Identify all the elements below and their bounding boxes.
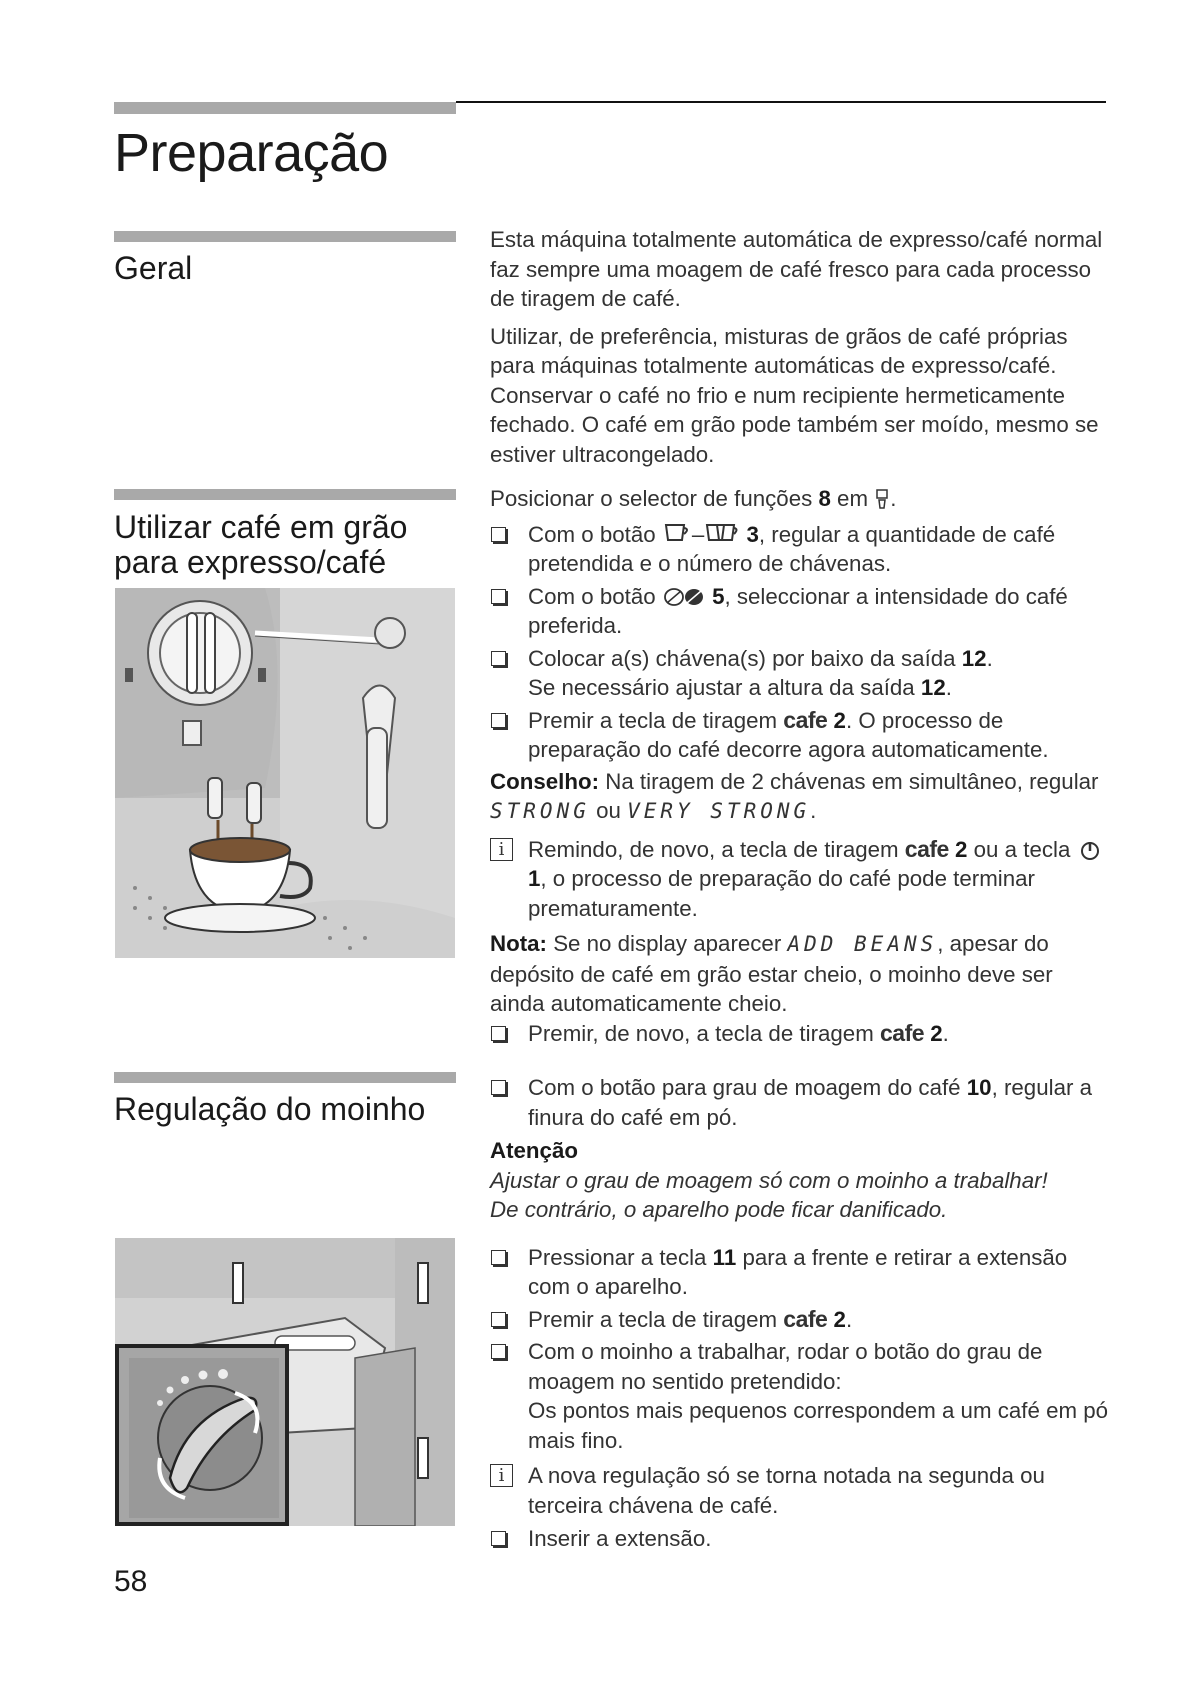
checkbox-icon [491,1250,506,1265]
lcd-very-strong: VERY STRONG [627,799,811,823]
dash-symbol: – [691,521,705,547]
info-note-regulation [490,1461,1110,1520]
page-title: Preparação [114,123,389,183]
beans-bullet-quantity-number: 3 [746,521,759,547]
checkbox-icon [491,713,506,728]
bean-selector-icon [874,488,890,510]
checkbox-icon [491,1531,506,1546]
single-cup-icon [662,522,692,546]
power-button-icon [1077,839,1103,861]
section-heading-grinder: Regulação do moinho [114,1091,426,1127]
double-cup-icon [704,522,740,546]
beans-bullet-strength [490,582,1110,641]
coffee-machine-illustration [115,588,455,958]
beans-bullet-quantity [490,520,1110,579]
beans-intro-period: . [890,486,897,511]
coffee-machine-drawing [115,588,455,958]
section-rule-general [114,231,456,242]
info-regulation-text: A nova regulação só se torna notada na segunda ou terceira chávena de café. [528,1463,1045,1518]
beans-bullet-press-post: . O processo de preparação do café decorre agora automaticamente. [528,707,1049,762]
header-rule-black [456,101,1106,103]
cafe-key-label: cafe [904,835,949,862]
grinder-bullet-turn-knob [490,1337,1110,1455]
grinder-bullet-insert-text: Inserir a extensão. [528,1526,712,1551]
beans-bullet-quantity-pre: Com o botão [528,521,656,547]
period-symbol: . [845,1306,853,1332]
checkbox-icon [491,1080,506,1095]
lcd-add-beans: ADD BEANS [787,932,938,956]
period-symbol: . [810,798,817,823]
beans-bullet-cup-height: Se necessário ajustar a altura da saída [528,675,921,700]
checkbox-icon [491,1312,506,1327]
beans-bullet-cup-text: Colocar a(s) chávena(s) por baixo da saída [528,645,962,671]
section-heading-general: Geral [114,250,193,286]
grinder-bullet-remove-post: para a frente e retirar a extensão com o aparelho. [528,1244,1068,1299]
grinder-bullet-remove-pre: Pressionar a tecla [528,1244,713,1270]
info-icon: i [490,1464,513,1487]
cafe-key-label: cafe [783,1305,828,1332]
grinder-text [490,1073,1110,1554]
grinder-bullet-knob-post: , regular a finura do café em pó. [528,1075,1092,1130]
cafe-key-number: 2 [833,707,846,733]
beans-intro-em: em [830,486,869,511]
outlet-number-2: 12 [920,675,946,700]
grinder-bullet-turn-text: Com o moinho a trabalhar, rodar o botão do grau de moagem no sentido pretendido: [528,1339,1043,1394]
attention-label: Atenção [490,1138,578,1163]
note-pre: Se no display aparecer [553,931,782,956]
period-symbol: . [945,675,952,700]
cafe-key-number: 2 [833,1306,846,1332]
info-cancel-pre: Remindo, de novo, a tecla de tiragem [528,836,899,862]
grinder-key-number: 11 [712,1244,737,1270]
general-text [490,225,1110,469]
beans-bullet-strength-post: , seleccionar a intensidade do café preferida. [528,583,1068,638]
header-rule-grey [114,102,456,114]
attention-text-2: De contrário, o aparelho pode ficar danificado. [490,1197,948,1222]
beans-bullet-again-pre: Premir, de novo, a tecla de tiragem [528,1020,874,1046]
cafe-key-label: cafe [879,1019,925,1046]
tip-label: Conselho: [490,768,600,794]
grinder-knob-number: 10 [966,1075,992,1100]
grinder-bullet-insert-extension [490,1524,1110,1554]
lcd-strong: STRONG [490,799,590,823]
cafe-key-number: 2 [930,1020,943,1046]
grinder-drawing [115,1238,455,1526]
tip-or: ou [596,798,621,823]
info-cancel-post: , o processo de preparação do café pode terminar prematuramente. [528,866,1035,921]
note-label: Nota: [490,931,547,956]
general-paragraph-1: Esta máquina totalmente automática de expresso/café normal faz sempre uma moagem de café fresco para cada processo de tiragem de café. [490,227,1103,311]
grinder-bullet-remove-extension [490,1243,1110,1302]
beans-bullet-quantity-post: , regular a quantidade de café pretendida e o número de chávenas. [528,521,1056,576]
checkbox-icon [491,651,506,666]
section-rule-beans [114,489,456,500]
info-note-cancel [490,835,1110,924]
period-symbol: . [942,1020,949,1046]
beans-intro-text: Posicionar o selector de funções [490,486,819,511]
tip-text: Na tiragem de 2 chávenas em simultâneo, regular [605,768,1099,794]
beans-intro-number: 8 [818,486,831,511]
period-symbol: . [986,645,993,671]
beans-bullet-strength-number: 5 [712,583,725,609]
cafe-key-number: 2 [955,836,968,862]
power-key-number: 1 [528,866,541,891]
grinder-bullet-press-pre: Premir a tecla de tiragem [528,1306,778,1332]
beans-intro [490,484,1110,514]
section-rule-grinder [114,1072,456,1083]
note-post: , apesar do depósito de café em grão estar cheio, o moinho deve ser ainda automaticamente cheio. [490,931,1053,1016]
beans-text [490,484,1110,1048]
beans-bullet-strength-pre: Com o botão [528,583,656,609]
beans-bullet-press-pre: Premir a tecla de tiragem [528,707,778,733]
coffee-strength-icon [662,586,706,608]
checkbox-icon [491,589,506,604]
beans-bullet-press-cafe [490,706,1110,765]
grinder-bullet-knob [490,1073,1110,1132]
outlet-number: 12 [961,645,987,671]
general-paragraph-2: Utilizar, de preferência, misturas de grãos de café próprias para máquinas totalmente automáticas de expresso/café. Conservar o café no frio e num recipiente hermeticamente fechado. O café em grão pode também ser moído, mesmo se estiver ultracongelado. [490,323,1099,467]
grinder-bullet-knob-pre: Com o botão para grau de moagem do café [528,1075,967,1100]
attention-text-1: Ajustar o grau de moagem só com o moinho a trabalhar! [490,1167,1048,1193]
info-cancel-mid: ou a tecla [973,836,1071,862]
checkbox-icon [491,527,506,542]
grinder-bullet-press-cafe [490,1305,1110,1335]
checkbox-icon [491,1026,506,1041]
grinder-illustration [115,1238,455,1526]
grinder-bullet-turn-note: Os pontos mais pequenos correspondem a um café em pó mais fino. [528,1398,1109,1453]
page-number: 58 [114,1565,148,1598]
beans-bullet-cup-position [490,644,1110,703]
note-paragraph [490,929,1110,1019]
tip-paragraph [490,767,1110,827]
cafe-key-label: cafe [783,706,828,733]
section-heading-beans: Utilizar café em grão para expresso/café [114,509,408,580]
beans-bullet-press-again [490,1019,1110,1049]
info-icon: i [490,838,513,861]
checkbox-icon [491,1344,506,1359]
